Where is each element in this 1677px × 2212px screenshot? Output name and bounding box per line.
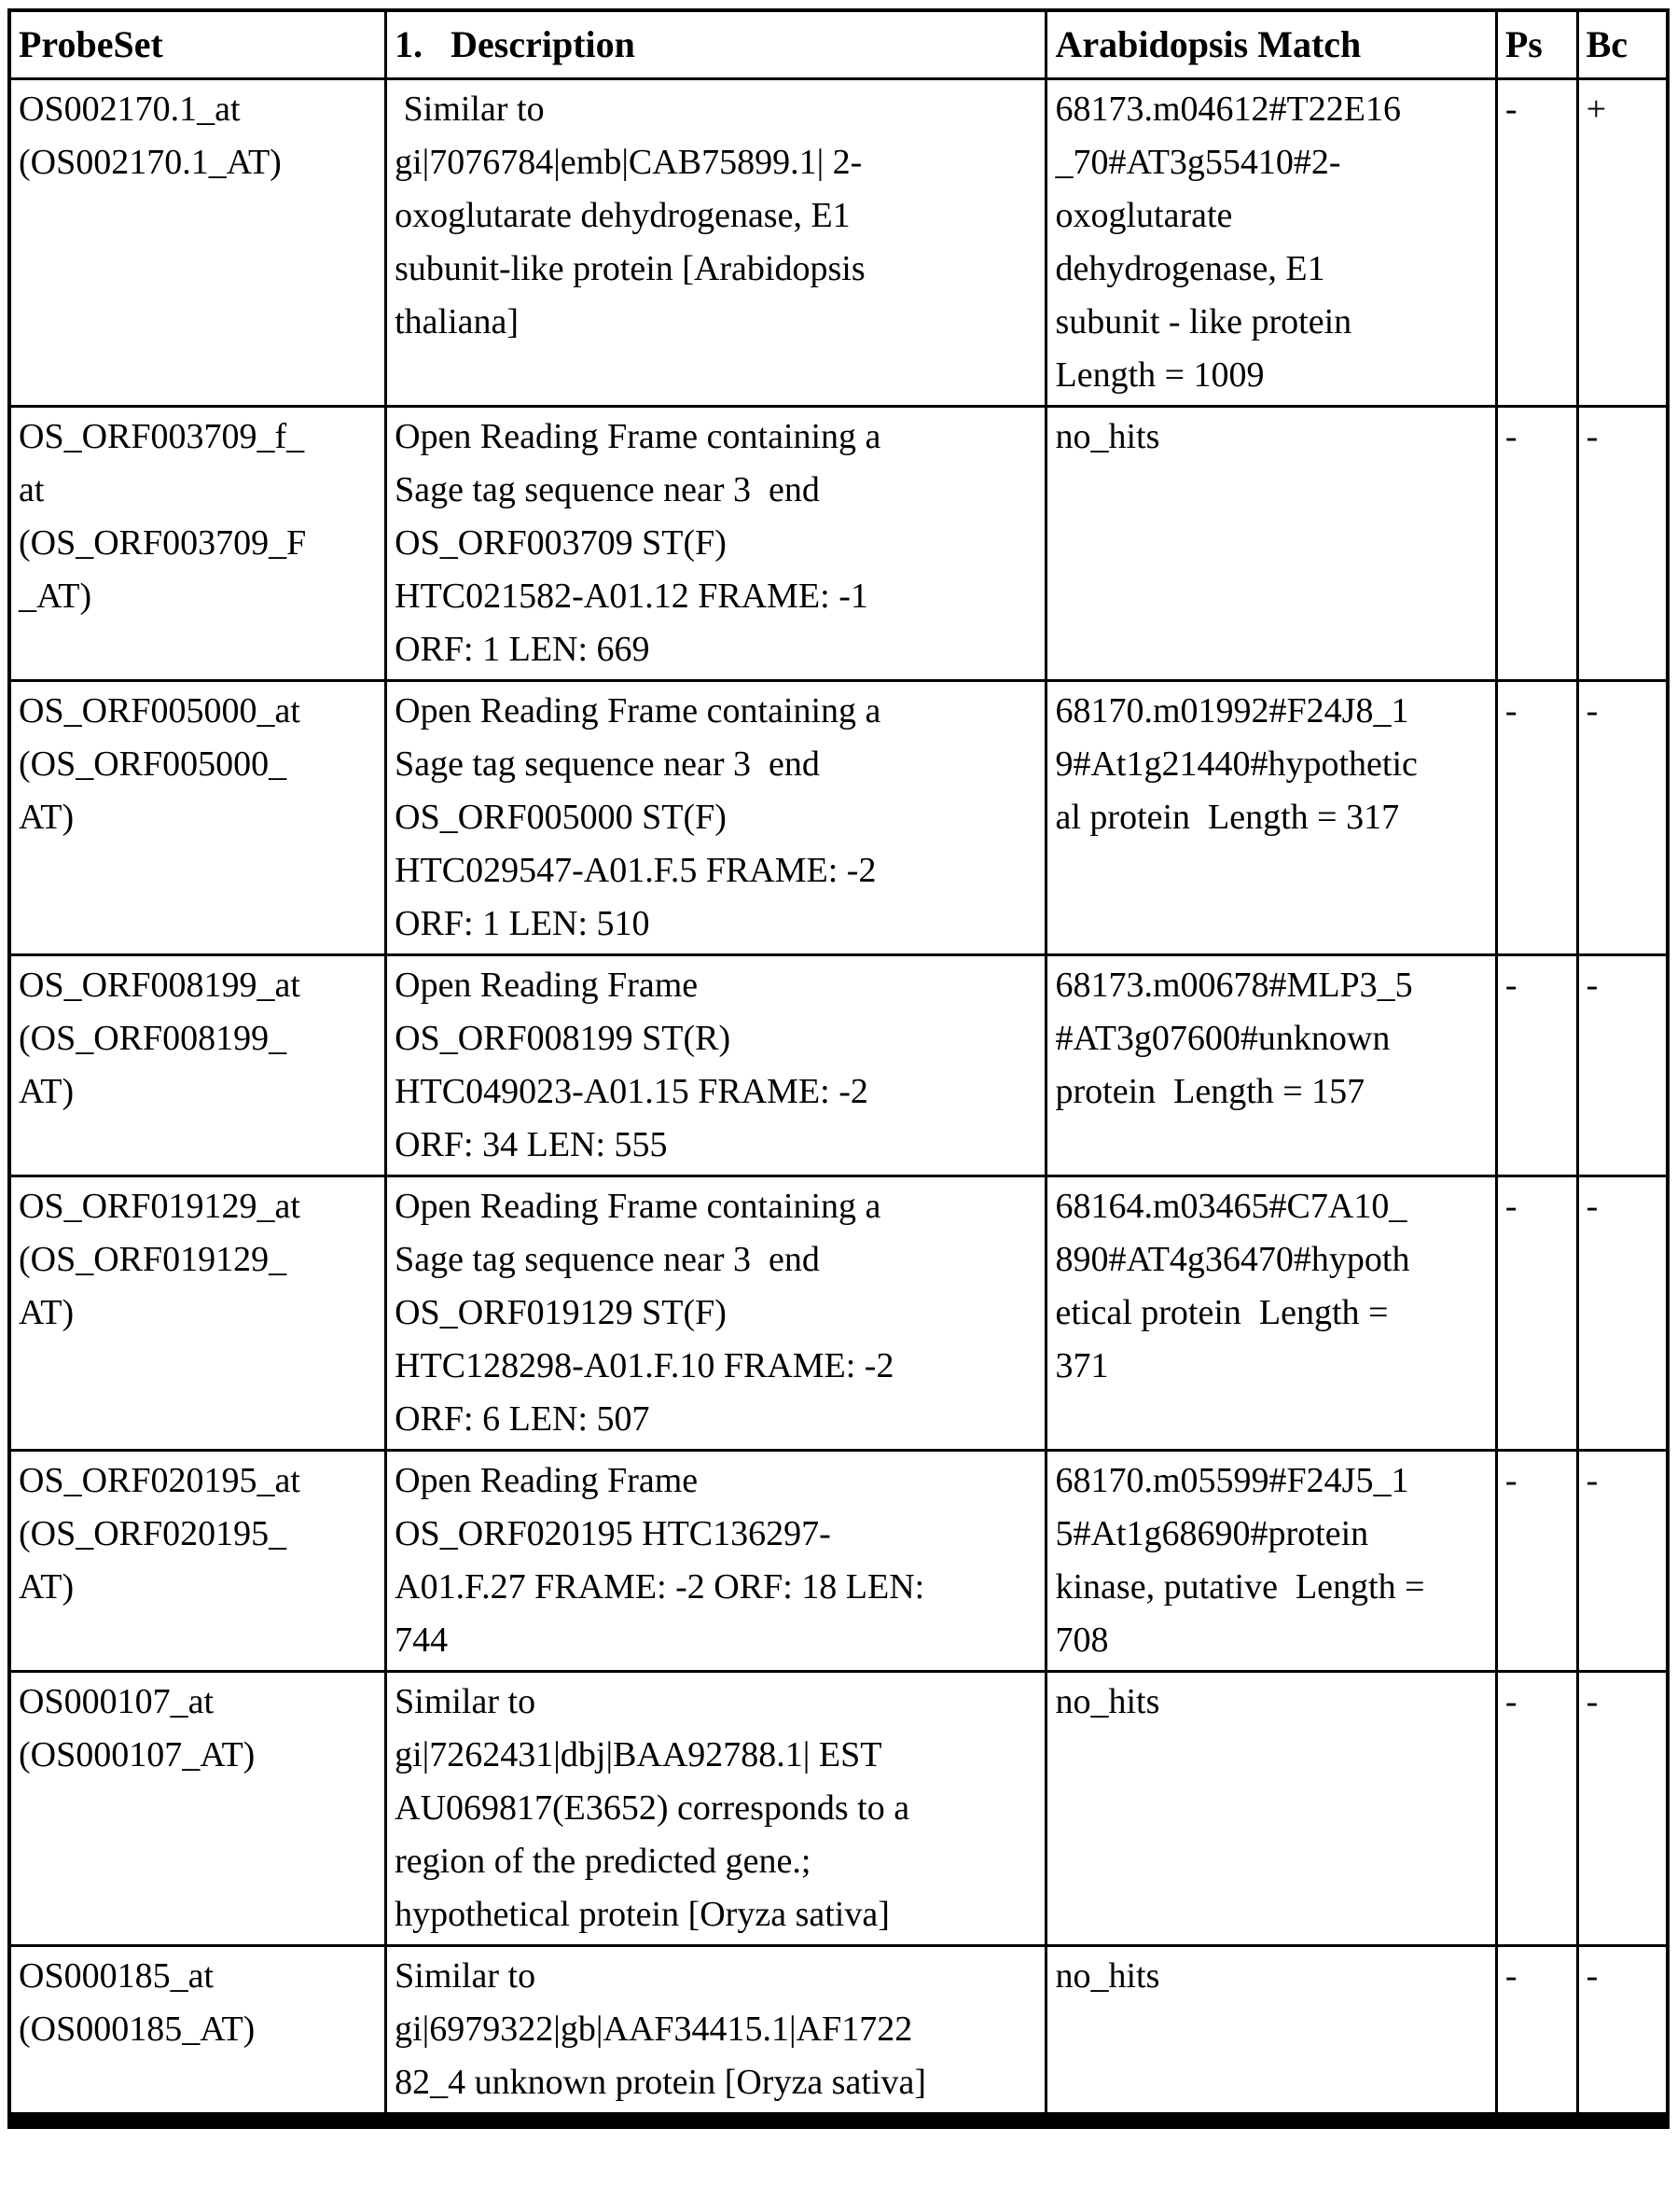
- table-row: [9, 955, 1668, 1176]
- header-bc: Bc: [1577, 10, 1668, 79]
- table-row: [9, 1946, 1668, 2122]
- cell-bc: -: [1577, 1672, 1668, 1946]
- table-row: [9, 79, 1668, 407]
- table-row: [9, 681, 1668, 955]
- cell-arabidopsis-match: 68170.m05599#F24J5_1 5#At1g68690#protein kinase, putative Length = 708: [1046, 1451, 1496, 1672]
- cell-bc: -: [1577, 407, 1668, 681]
- cell-arabidopsis-match: no_hits: [1046, 1672, 1496, 1946]
- table-body: [9, 79, 1668, 2122]
- header-row: [9, 10, 1668, 79]
- cell-bc: -: [1577, 1176, 1668, 1451]
- cell-description: Similar to gi|7262431|dbj|BAA92788.1| EST AU069817(E3652) corresponds to a region of the predicted gene.; hypothetical protein [Oryza sativa]: [386, 1672, 1046, 1946]
- cell-probeset: OS002170.1_at (OS002170.1_AT): [9, 79, 386, 407]
- header-probeset: ProbeSet: [9, 10, 386, 79]
- cell-description: Similar to gi|6979322|gb|AAF34415.1|AF1722 82_4 unknown protein [Oryza sativa]: [386, 1946, 1046, 2122]
- cell-description: Open Reading Frame OS_ORF008199 ST(R) HTC049023-A01.15 FRAME: -2 ORF: 34 LEN: 555: [386, 955, 1046, 1176]
- cell-bc: +: [1577, 79, 1668, 407]
- cell-arabidopsis-match: no_hits: [1046, 1946, 1496, 2122]
- cell-probeset: OS_ORF008199_at (OS_ORF008199_ AT): [9, 955, 386, 1176]
- table-row: [9, 407, 1668, 681]
- cell-ps: -: [1496, 1946, 1577, 2122]
- cell-description: Open Reading Frame containing a Sage tag sequence near 3 end OS_ORF019129 ST(F) HTC128298-A01.F.10 FRAME: -2 ORF: 6 LEN: 507: [386, 1176, 1046, 1451]
- cell-ps: -: [1496, 407, 1577, 681]
- header-ps: Ps: [1496, 10, 1577, 79]
- cell-ps: -: [1496, 1672, 1577, 1946]
- cell-ps: -: [1496, 1451, 1577, 1672]
- cell-probeset: OS_ORF019129_at (OS_ORF019129_ AT): [9, 1176, 386, 1451]
- header-description: 1. Description: [386, 10, 1046, 79]
- cell-arabidopsis-match: 68173.m04612#T22E16 _70#AT3g55410#2- oxoglutarate dehydrogenase, E1 subunit - like protein Length = 1009: [1046, 79, 1496, 407]
- cell-arabidopsis-match: 68170.m01992#F24J8_1 9#At1g21440#hypothetic al protein Length = 317: [1046, 681, 1496, 955]
- cell-bc: -: [1577, 1946, 1668, 2122]
- cell-bc: -: [1577, 955, 1668, 1176]
- cell-ps: -: [1496, 955, 1577, 1176]
- cell-description: Open Reading Frame containing a Sage tag sequence near 3 end OS_ORF005000 ST(F) HTC029547-A01.F.5 FRAME: -2 ORF: 1 LEN: 510: [386, 681, 1046, 955]
- cell-bc: -: [1577, 1451, 1668, 1672]
- cell-probeset: OS_ORF003709_f_ at (OS_ORF003709_F _AT): [9, 407, 386, 681]
- table-head: [9, 10, 1668, 79]
- cell-description: Open Reading Frame containing a Sage tag sequence near 3 end OS_ORF003709 ST(F) HTC021582-A01.12 FRAME: -1 ORF: 1 LEN: 669: [386, 407, 1046, 681]
- probeset-table: [7, 8, 1670, 2129]
- cell-arabidopsis-match: 68164.m03465#C7A10_ 890#AT4g36470#hypoth etical protein Length = 371: [1046, 1176, 1496, 1451]
- table-row: [9, 1451, 1668, 1672]
- cell-ps: -: [1496, 79, 1577, 407]
- table-row: [9, 1176, 1668, 1451]
- cell-arabidopsis-match: 68173.m00678#MLP3_5 #AT3g07600#unknown protein Length = 157: [1046, 955, 1496, 1176]
- cell-arabidopsis-match: no_hits: [1046, 407, 1496, 681]
- table-row: [9, 1672, 1668, 1946]
- cell-ps: -: [1496, 1176, 1577, 1451]
- header-arabidopsis-match: Arabidopsis Match: [1046, 10, 1496, 79]
- cell-description: Open Reading Frame OS_ORF020195 HTC136297- A01.F.27 FRAME: -2 ORF: 18 LEN: 744: [386, 1451, 1046, 1672]
- cell-bc: -: [1577, 681, 1668, 955]
- cell-probeset: OS000107_at (OS000107_AT): [9, 1672, 386, 1946]
- cell-probeset: OS000185_at (OS000185_AT): [9, 1946, 386, 2122]
- cell-probeset: OS_ORF020195_at (OS_ORF020195_ AT): [9, 1451, 386, 1672]
- cell-probeset: OS_ORF005000_at (OS_ORF005000_ AT): [9, 681, 386, 955]
- cell-ps: -: [1496, 681, 1577, 955]
- cell-description: Similar to gi|7076784|emb|CAB75899.1| 2- oxoglutarate dehydrogenase, E1 subunit-like protein [Arabidopsis thaliana]: [386, 79, 1046, 407]
